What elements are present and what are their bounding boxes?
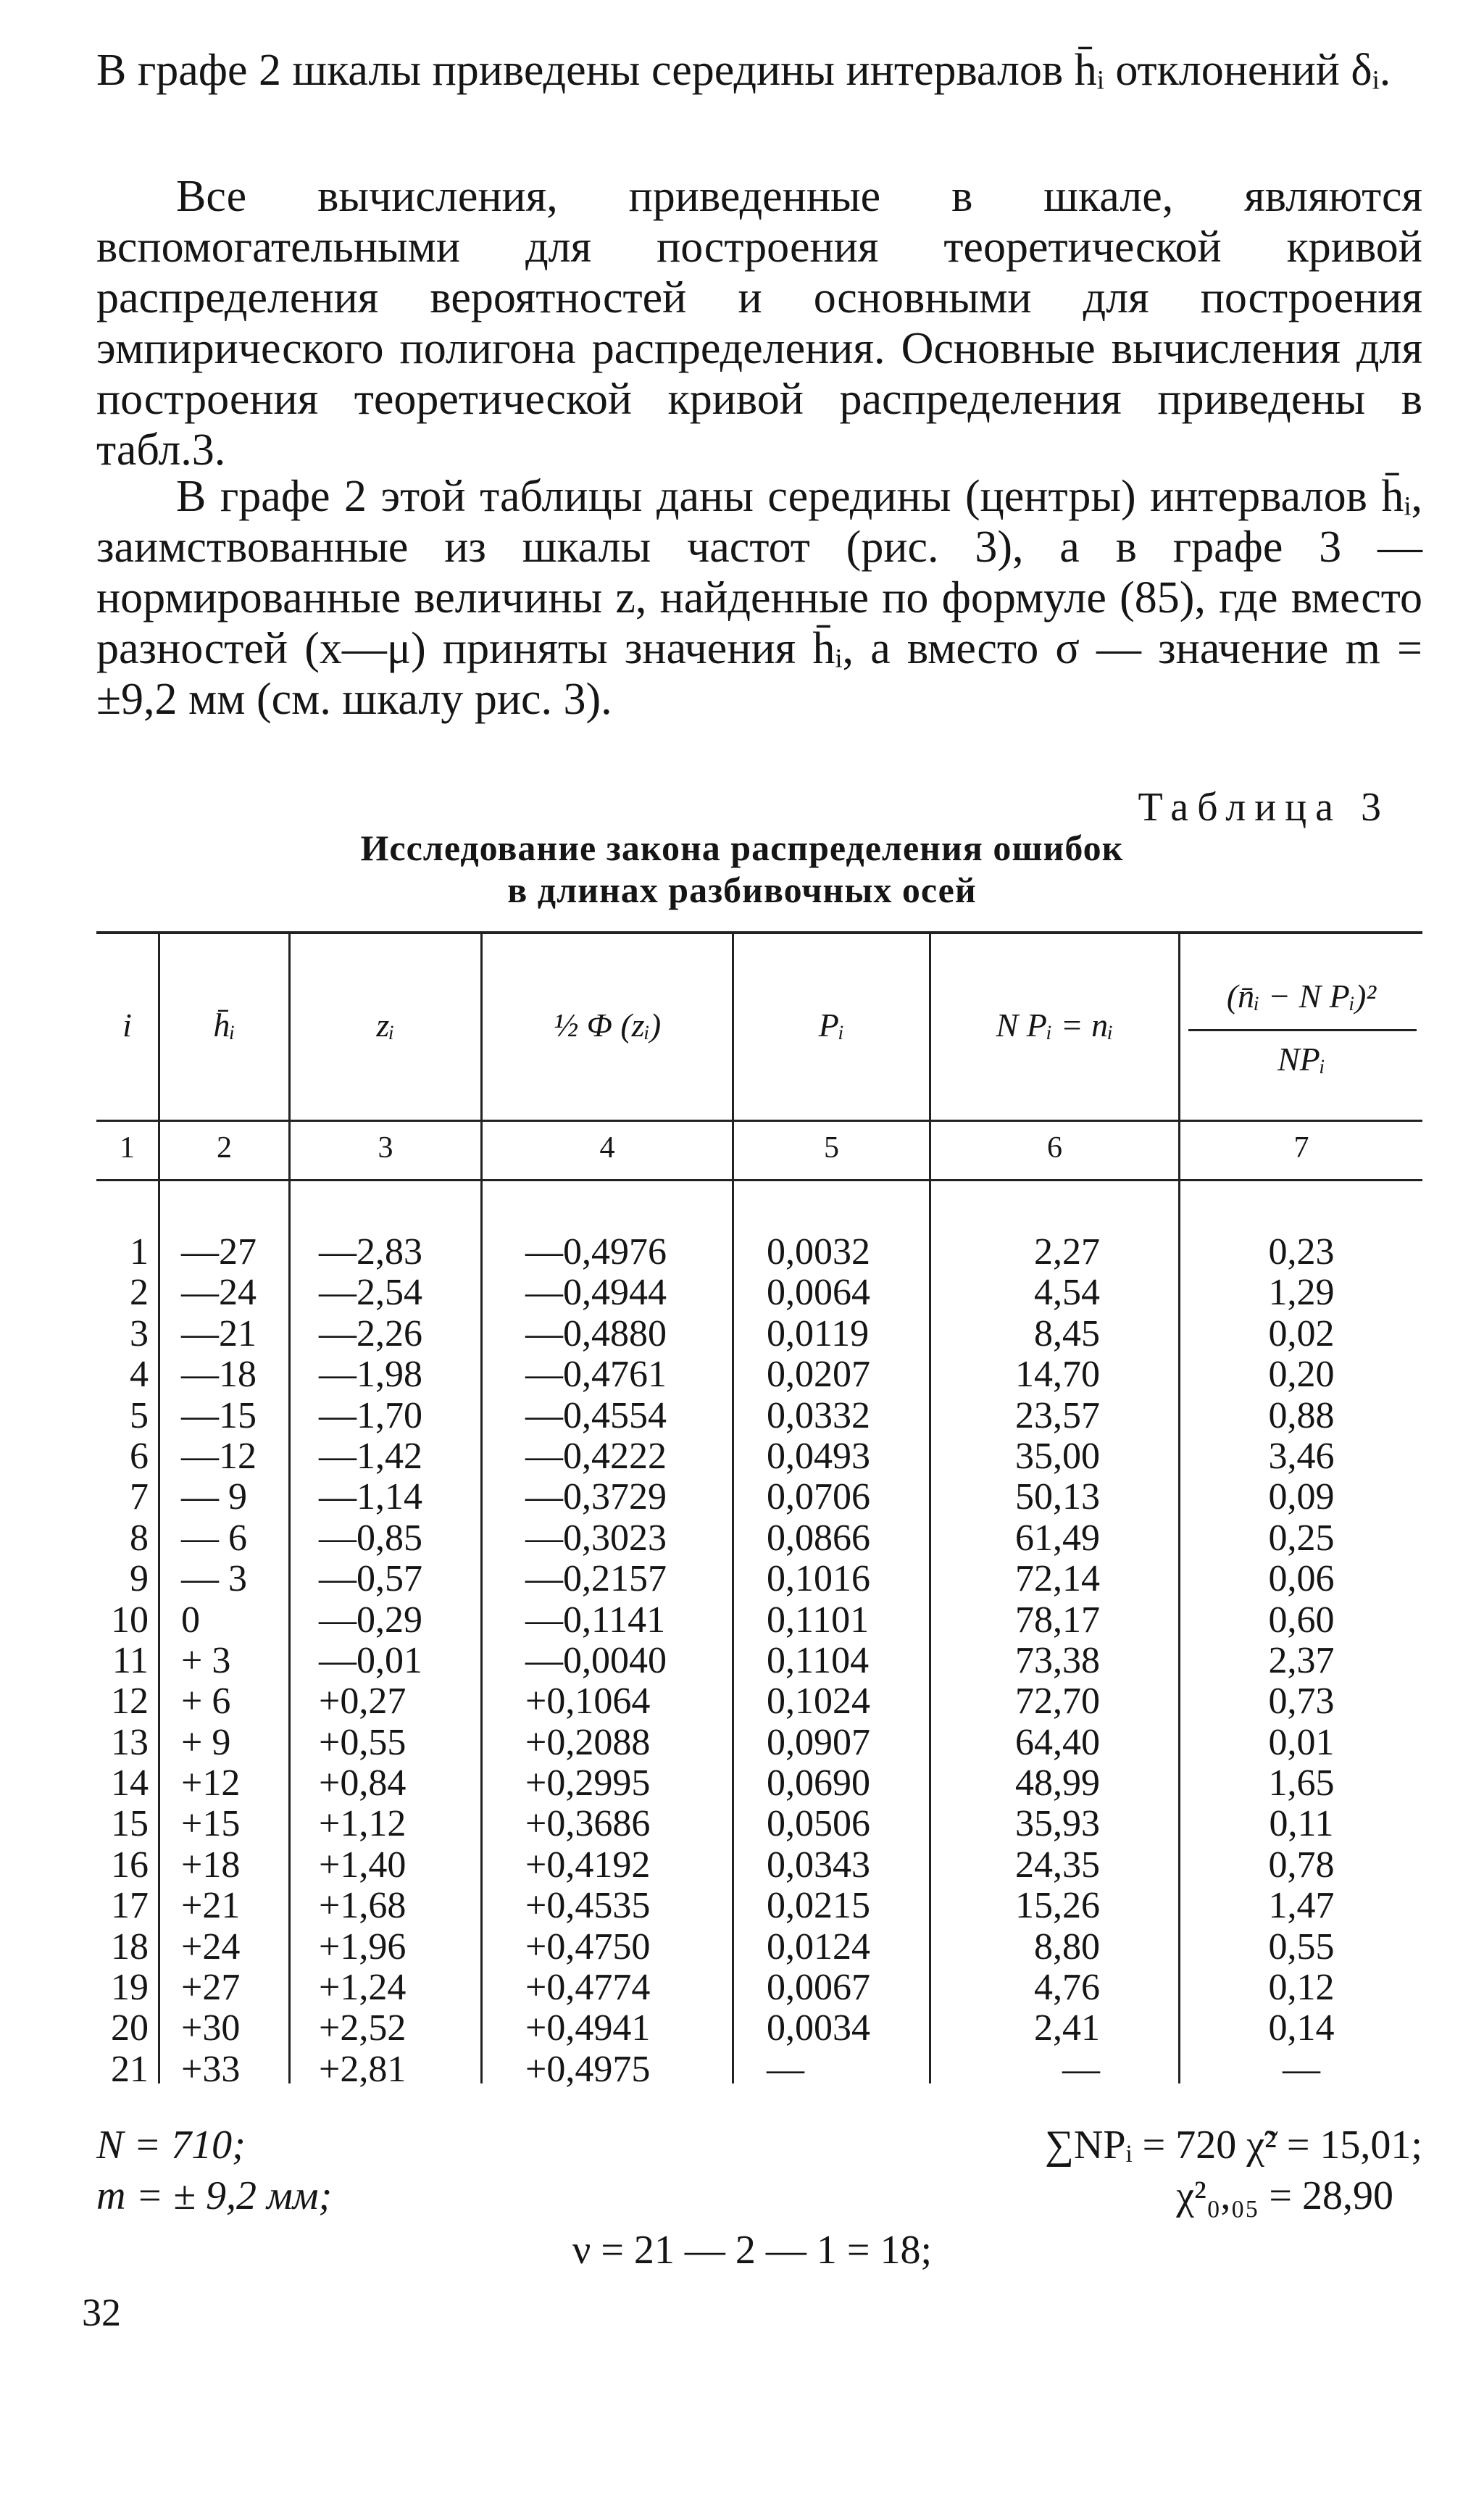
table-cell-i: 16 bbox=[111, 1844, 149, 1886]
table-cell-i: 21 bbox=[111, 2048, 149, 2090]
table-cell-chi: 0,11 bbox=[1269, 1803, 1334, 1845]
column-divider bbox=[480, 931, 483, 2083]
column-z bbox=[319, 1232, 471, 2090]
table-cell-p: 0,0690 bbox=[767, 1762, 870, 1804]
table-cell-i: 3 bbox=[130, 1312, 149, 1354]
column-divider bbox=[929, 931, 931, 2083]
table-cell-z: —0,29 bbox=[319, 1599, 422, 1641]
table-cell-chi: 3,46 bbox=[1268, 1435, 1335, 1477]
footer-m-value: m = ± 9,2 мм; bbox=[96, 2173, 333, 2218]
table-cell-chi: 0,23 bbox=[1268, 1231, 1335, 1273]
table-cell-i: 2 bbox=[130, 1272, 149, 1314]
table-cell-phi: +0,4774 bbox=[525, 1967, 651, 2009]
table-cell-phi: —0,4554 bbox=[525, 1394, 667, 1436]
col-number: 5 bbox=[824, 1131, 839, 1165]
table-cell-phi: +0,4192 bbox=[525, 1844, 651, 1886]
table-cell-h: +24 bbox=[181, 1925, 241, 1968]
table-cell-phi: +0,3686 bbox=[525, 1803, 651, 1845]
table-cell-h: +30 bbox=[181, 2007, 241, 2049]
table-cell-i: 20 bbox=[111, 2007, 149, 2049]
table-cell-p: 0,0343 bbox=[767, 1844, 870, 1886]
table-cell-chi: 1,29 bbox=[1268, 1272, 1335, 1314]
footer-chi-critical: χ²₀,₀₅ = 28,90 bbox=[1176, 2173, 1393, 2218]
table-cell-h: +33 bbox=[181, 2048, 241, 2090]
table-cell-h: +12 bbox=[181, 1762, 241, 1804]
table-cell-np: 35,93 bbox=[1015, 1803, 1100, 1845]
table-cell-np: 14,70 bbox=[1015, 1354, 1100, 1396]
col-number: 6 bbox=[1047, 1131, 1062, 1165]
table-cell-np: 2,27 bbox=[1034, 1231, 1100, 1273]
table-cell-z: —0,85 bbox=[319, 1517, 422, 1559]
table-cell-p: 0,0332 bbox=[767, 1394, 870, 1436]
table-cell-phi: —0,4761 bbox=[525, 1354, 667, 1396]
paragraph-1: В графе 2 шкалы приведены середины интервалов h̄ᵢ отклонений δᵢ. bbox=[96, 46, 1391, 95]
table-cell-i: 5 bbox=[130, 1394, 149, 1436]
numbers-rule bbox=[96, 1179, 1422, 1181]
header-chi-numerator: (n̄ᵢ − N Pᵢ)² bbox=[1226, 978, 1377, 1015]
table-cell-np: 73,38 bbox=[1015, 1639, 1100, 1681]
table-cell-chi: — bbox=[1283, 2048, 1320, 2090]
table-cell-h: —18 bbox=[181, 1354, 257, 1396]
page-number: 32 bbox=[82, 2291, 121, 2334]
col-number: 7 bbox=[1293, 1131, 1309, 1165]
table-cell-z: +2,81 bbox=[319, 2048, 407, 2090]
table-cell-np: 8,80 bbox=[1034, 1925, 1100, 1968]
fraction-bar bbox=[1188, 1029, 1417, 1031]
header-phi: ½ Φ (zᵢ) bbox=[553, 1007, 662, 1044]
header-chi-denominator: NPᵢ bbox=[1277, 1041, 1326, 1078]
table-cell-phi: —0,4222 bbox=[525, 1435, 667, 1477]
table-cell-np: 15,26 bbox=[1015, 1885, 1100, 1927]
table-cell-phi: —0,3023 bbox=[525, 1517, 667, 1559]
table-cell-h: 0 bbox=[181, 1599, 200, 1641]
table-cell-phi: —0,4944 bbox=[525, 1272, 667, 1314]
table-cell-phi: —0,3729 bbox=[525, 1476, 667, 1518]
table-cell-p: 0,1104 bbox=[767, 1639, 870, 1681]
table-top-rule bbox=[96, 931, 1422, 934]
table-cell-h: —12 bbox=[181, 1435, 257, 1477]
table-cell-i: 7 bbox=[130, 1476, 149, 1518]
table-cell-i: 12 bbox=[111, 1681, 149, 1723]
table-cell-phi: —0,2157 bbox=[525, 1558, 667, 1600]
table-cell-h: + 3 bbox=[181, 1639, 231, 1681]
table-cell-i: 15 bbox=[111, 1803, 149, 1845]
table-cell-phi: +0,4975 bbox=[525, 2048, 651, 2090]
table-cell-h: + 6 bbox=[181, 1681, 231, 1723]
table-cell-phi: +0,4941 bbox=[525, 2007, 651, 2049]
table-cell-i: 11 bbox=[112, 1639, 149, 1681]
table-cell-phi: —0,0040 bbox=[525, 1639, 667, 1681]
col-number: 3 bbox=[378, 1131, 393, 1165]
table-cell-z: —2,54 bbox=[319, 1272, 422, 1314]
header-rule bbox=[96, 1120, 1422, 1122]
table-cell-chi: 0,01 bbox=[1268, 1721, 1335, 1763]
column-divider bbox=[288, 931, 291, 2083]
table-cell-z: —1,14 bbox=[319, 1476, 422, 1518]
table-cell-p: 0,0067 bbox=[767, 1967, 870, 2009]
table-cell-np: — bbox=[1062, 2048, 1100, 2090]
table-cell-p: 0,0034 bbox=[767, 2007, 870, 2049]
table-cell-np: 61,49 bbox=[1015, 1517, 1100, 1559]
col-number: 2 bbox=[217, 1131, 232, 1165]
table-cell-phi: —0,1141 bbox=[525, 1599, 666, 1641]
table-cell-phi: +0,2995 bbox=[525, 1762, 651, 1804]
table-cell-chi: 1,47 bbox=[1268, 1885, 1335, 1927]
table-cell-p: 0,0119 bbox=[767, 1312, 870, 1354]
table-cell-h: +18 bbox=[181, 1844, 241, 1886]
table-cell-p: — bbox=[767, 2048, 804, 2090]
table-cell-i: 1 bbox=[130, 1231, 149, 1273]
table-cell-p: 0,0493 bbox=[767, 1435, 870, 1477]
column-divider bbox=[732, 931, 734, 2083]
table-cell-np: 4,54 bbox=[1034, 1272, 1100, 1314]
column-divider bbox=[158, 931, 160, 2083]
table-title-line2: в длинах разбивочных осей bbox=[507, 870, 977, 910]
table-cell-np: 72,14 bbox=[1015, 1558, 1100, 1600]
table-cell-z: +1,24 bbox=[319, 1967, 407, 2009]
table-cell-z: +1,68 bbox=[319, 1885, 407, 1927]
table-cell-h: —27 bbox=[181, 1231, 257, 1273]
table-cell-p: 0,1024 bbox=[767, 1681, 870, 1723]
table-cell-np: 72,70 bbox=[1015, 1681, 1100, 1723]
table-cell-np: 8,45 bbox=[1034, 1312, 1100, 1354]
table-cell-z: +1,12 bbox=[319, 1803, 407, 1845]
table-cell-i: 17 bbox=[111, 1885, 149, 1927]
table-cell-z: +0,84 bbox=[319, 1762, 407, 1804]
column-h bbox=[181, 1232, 283, 2090]
header-z: zᵢ bbox=[376, 1007, 395, 1044]
table-cell-z: —1,42 bbox=[319, 1435, 422, 1477]
table-cell-z: —0,01 bbox=[319, 1639, 422, 1681]
table-cell-i: 19 bbox=[111, 1967, 149, 2009]
table-cell-h: + 9 bbox=[181, 1721, 231, 1763]
table-cell-i: 18 bbox=[111, 1925, 149, 1968]
table-cell-phi: —0,4976 bbox=[525, 1231, 667, 1273]
header-h: h̄ᵢ bbox=[213, 1007, 235, 1044]
header-p: Pᵢ bbox=[818, 1007, 845, 1044]
table-cell-i: 8 bbox=[130, 1517, 149, 1559]
table-cell-chi: 0,60 bbox=[1268, 1599, 1335, 1641]
table-cell-z: —1,98 bbox=[319, 1354, 422, 1396]
paragraph-2: Все вычисления, приведенные в шкале, являются вспомогательными для построения теоретической кривой распределения вероятностей и основными для построения эмпирического полигона распределения. Основные вычисления для построения теоретической кривой распределения приведены в табл.3. bbox=[96, 172, 1422, 475]
footer-nu: ν = 21 — 2 — 1 = 18; bbox=[572, 2228, 933, 2273]
table-cell-np: 4,76 bbox=[1034, 1967, 1100, 2009]
table-cell-p: 0,0907 bbox=[767, 1721, 870, 1763]
table-cell-i: 6 bbox=[130, 1435, 149, 1477]
table-cell-chi: 0,25 bbox=[1268, 1517, 1335, 1559]
column-p bbox=[767, 1232, 919, 2090]
table-cell-np: 78,17 bbox=[1015, 1599, 1100, 1641]
table-title-line1: Исследование закона распределения ошибок bbox=[360, 828, 1124, 868]
table-cell-h: — 3 bbox=[181, 1558, 247, 1600]
table-cell-i: 4 bbox=[130, 1354, 149, 1396]
table-cell-np: 35,00 bbox=[1015, 1435, 1100, 1477]
table-cell-h: — 6 bbox=[181, 1517, 247, 1559]
table-cell-np: 64,40 bbox=[1015, 1721, 1100, 1763]
footer-sum-np: ∑NPᵢ = 720 χ̃² = 15,01; bbox=[1044, 2123, 1422, 2168]
table-cell-p: 0,0706 bbox=[767, 1476, 870, 1518]
column-np bbox=[942, 1232, 1100, 2090]
table-cell-i: 13 bbox=[111, 1721, 149, 1763]
table-cell-z: —2,26 bbox=[319, 1312, 422, 1354]
table-cell-p: 0,0215 bbox=[767, 1885, 870, 1927]
table-cell-p: 0,1101 bbox=[767, 1599, 870, 1641]
table-cell-np: 2,41 bbox=[1034, 2007, 1100, 2049]
table-cell-p: 0,0064 bbox=[767, 1272, 870, 1314]
table-cell-h: —21 bbox=[181, 1312, 257, 1354]
table-cell-p: 0,0506 bbox=[767, 1803, 870, 1845]
table-cell-phi: —0,4880 bbox=[525, 1312, 667, 1354]
table-cell-chi: 0,09 bbox=[1268, 1476, 1335, 1518]
col-number: 4 bbox=[599, 1131, 615, 1165]
table-cell-z: +2,52 bbox=[319, 2007, 407, 2049]
table-cell-h: —15 bbox=[181, 1394, 257, 1436]
table-cell-h: +15 bbox=[181, 1803, 241, 1845]
table-cell-np: 23,57 bbox=[1015, 1394, 1100, 1436]
table-cell-p: 0,0207 bbox=[767, 1354, 870, 1396]
table-cell-np: 48,99 bbox=[1015, 1762, 1100, 1804]
table-cell-z: —0,57 bbox=[319, 1558, 422, 1600]
table-cell-np: 50,13 bbox=[1015, 1476, 1100, 1518]
table-cell-chi: 1,65 bbox=[1268, 1762, 1335, 1804]
table-cell-phi: +0,1064 bbox=[525, 1681, 651, 1723]
table-cell-phi: +0,4750 bbox=[525, 1925, 651, 1968]
table-cell-i: 9 bbox=[130, 1558, 149, 1600]
header-i: i bbox=[122, 1007, 132, 1044]
column-chi bbox=[1180, 1232, 1422, 2090]
table-cell-i: 10 bbox=[111, 1599, 149, 1641]
table-cell-chi: 0,14 bbox=[1268, 2007, 1335, 2049]
table-cell-p: 0,0866 bbox=[767, 1517, 870, 1559]
table-cell-chi: 0,78 bbox=[1268, 1844, 1335, 1886]
table-cell-chi: 0,55 bbox=[1268, 1925, 1335, 1968]
table-cell-z: +1,40 bbox=[319, 1844, 407, 1886]
table-cell-z: +1,96 bbox=[319, 1925, 407, 1968]
col-number: 1 bbox=[120, 1131, 135, 1165]
table-cell-phi: +0,4535 bbox=[525, 1885, 651, 1927]
table-cell-i: 14 bbox=[111, 1762, 149, 1804]
table-cell-chi: 0,20 bbox=[1268, 1354, 1335, 1396]
column-i bbox=[96, 1232, 149, 2090]
table-cell-h: +21 bbox=[181, 1885, 241, 1927]
table-cell-chi: 0,02 bbox=[1268, 1312, 1335, 1354]
footer-n-total: N = 710; bbox=[96, 2123, 246, 2168]
table-cell-p: 0,0032 bbox=[767, 1231, 870, 1273]
table-cell-chi: 0,12 bbox=[1268, 1967, 1335, 2009]
column-phi bbox=[525, 1232, 721, 2090]
paragraph-3: В графе 2 этой таблицы даны середины (центры) интервалов h̄ᵢ, заимствованные из шкалы частот (рис. 3), а в графе 3 — нормированные величины z, найденные по формуле (85), где вместо разностей (x—μ) приняты значения h̄ᵢ, а вместо σ — значение m = ±9,2 мм (см. шкалу рис. 3). bbox=[96, 472, 1422, 724]
table-cell-h: +27 bbox=[181, 1967, 241, 2009]
table-cell-np: 24,35 bbox=[1015, 1844, 1100, 1886]
table-cell-h: — 9 bbox=[181, 1476, 247, 1518]
table-cell-z: +0,27 bbox=[319, 1681, 407, 1723]
table-cell-h: —24 bbox=[181, 1272, 257, 1314]
table-cell-z: +0,55 bbox=[319, 1721, 407, 1763]
table-cell-chi: 2,37 bbox=[1268, 1639, 1335, 1681]
table-cell-p: 0,1016 bbox=[767, 1558, 870, 1600]
table-cell-chi: 0,73 bbox=[1268, 1681, 1335, 1723]
table-cell-chi: 0,06 bbox=[1268, 1558, 1335, 1600]
table-cell-z: —2,83 bbox=[319, 1231, 422, 1273]
table-caption: Таблица 3 bbox=[1138, 785, 1390, 830]
table-cell-phi: +0,2088 bbox=[525, 1721, 651, 1763]
table-cell-z: —1,70 bbox=[319, 1394, 422, 1436]
table-cell-chi: 0,88 bbox=[1268, 1394, 1335, 1436]
header-np: N Pᵢ = nᵢ bbox=[996, 1007, 1114, 1044]
table-cell-p: 0,0124 bbox=[767, 1925, 870, 1968]
